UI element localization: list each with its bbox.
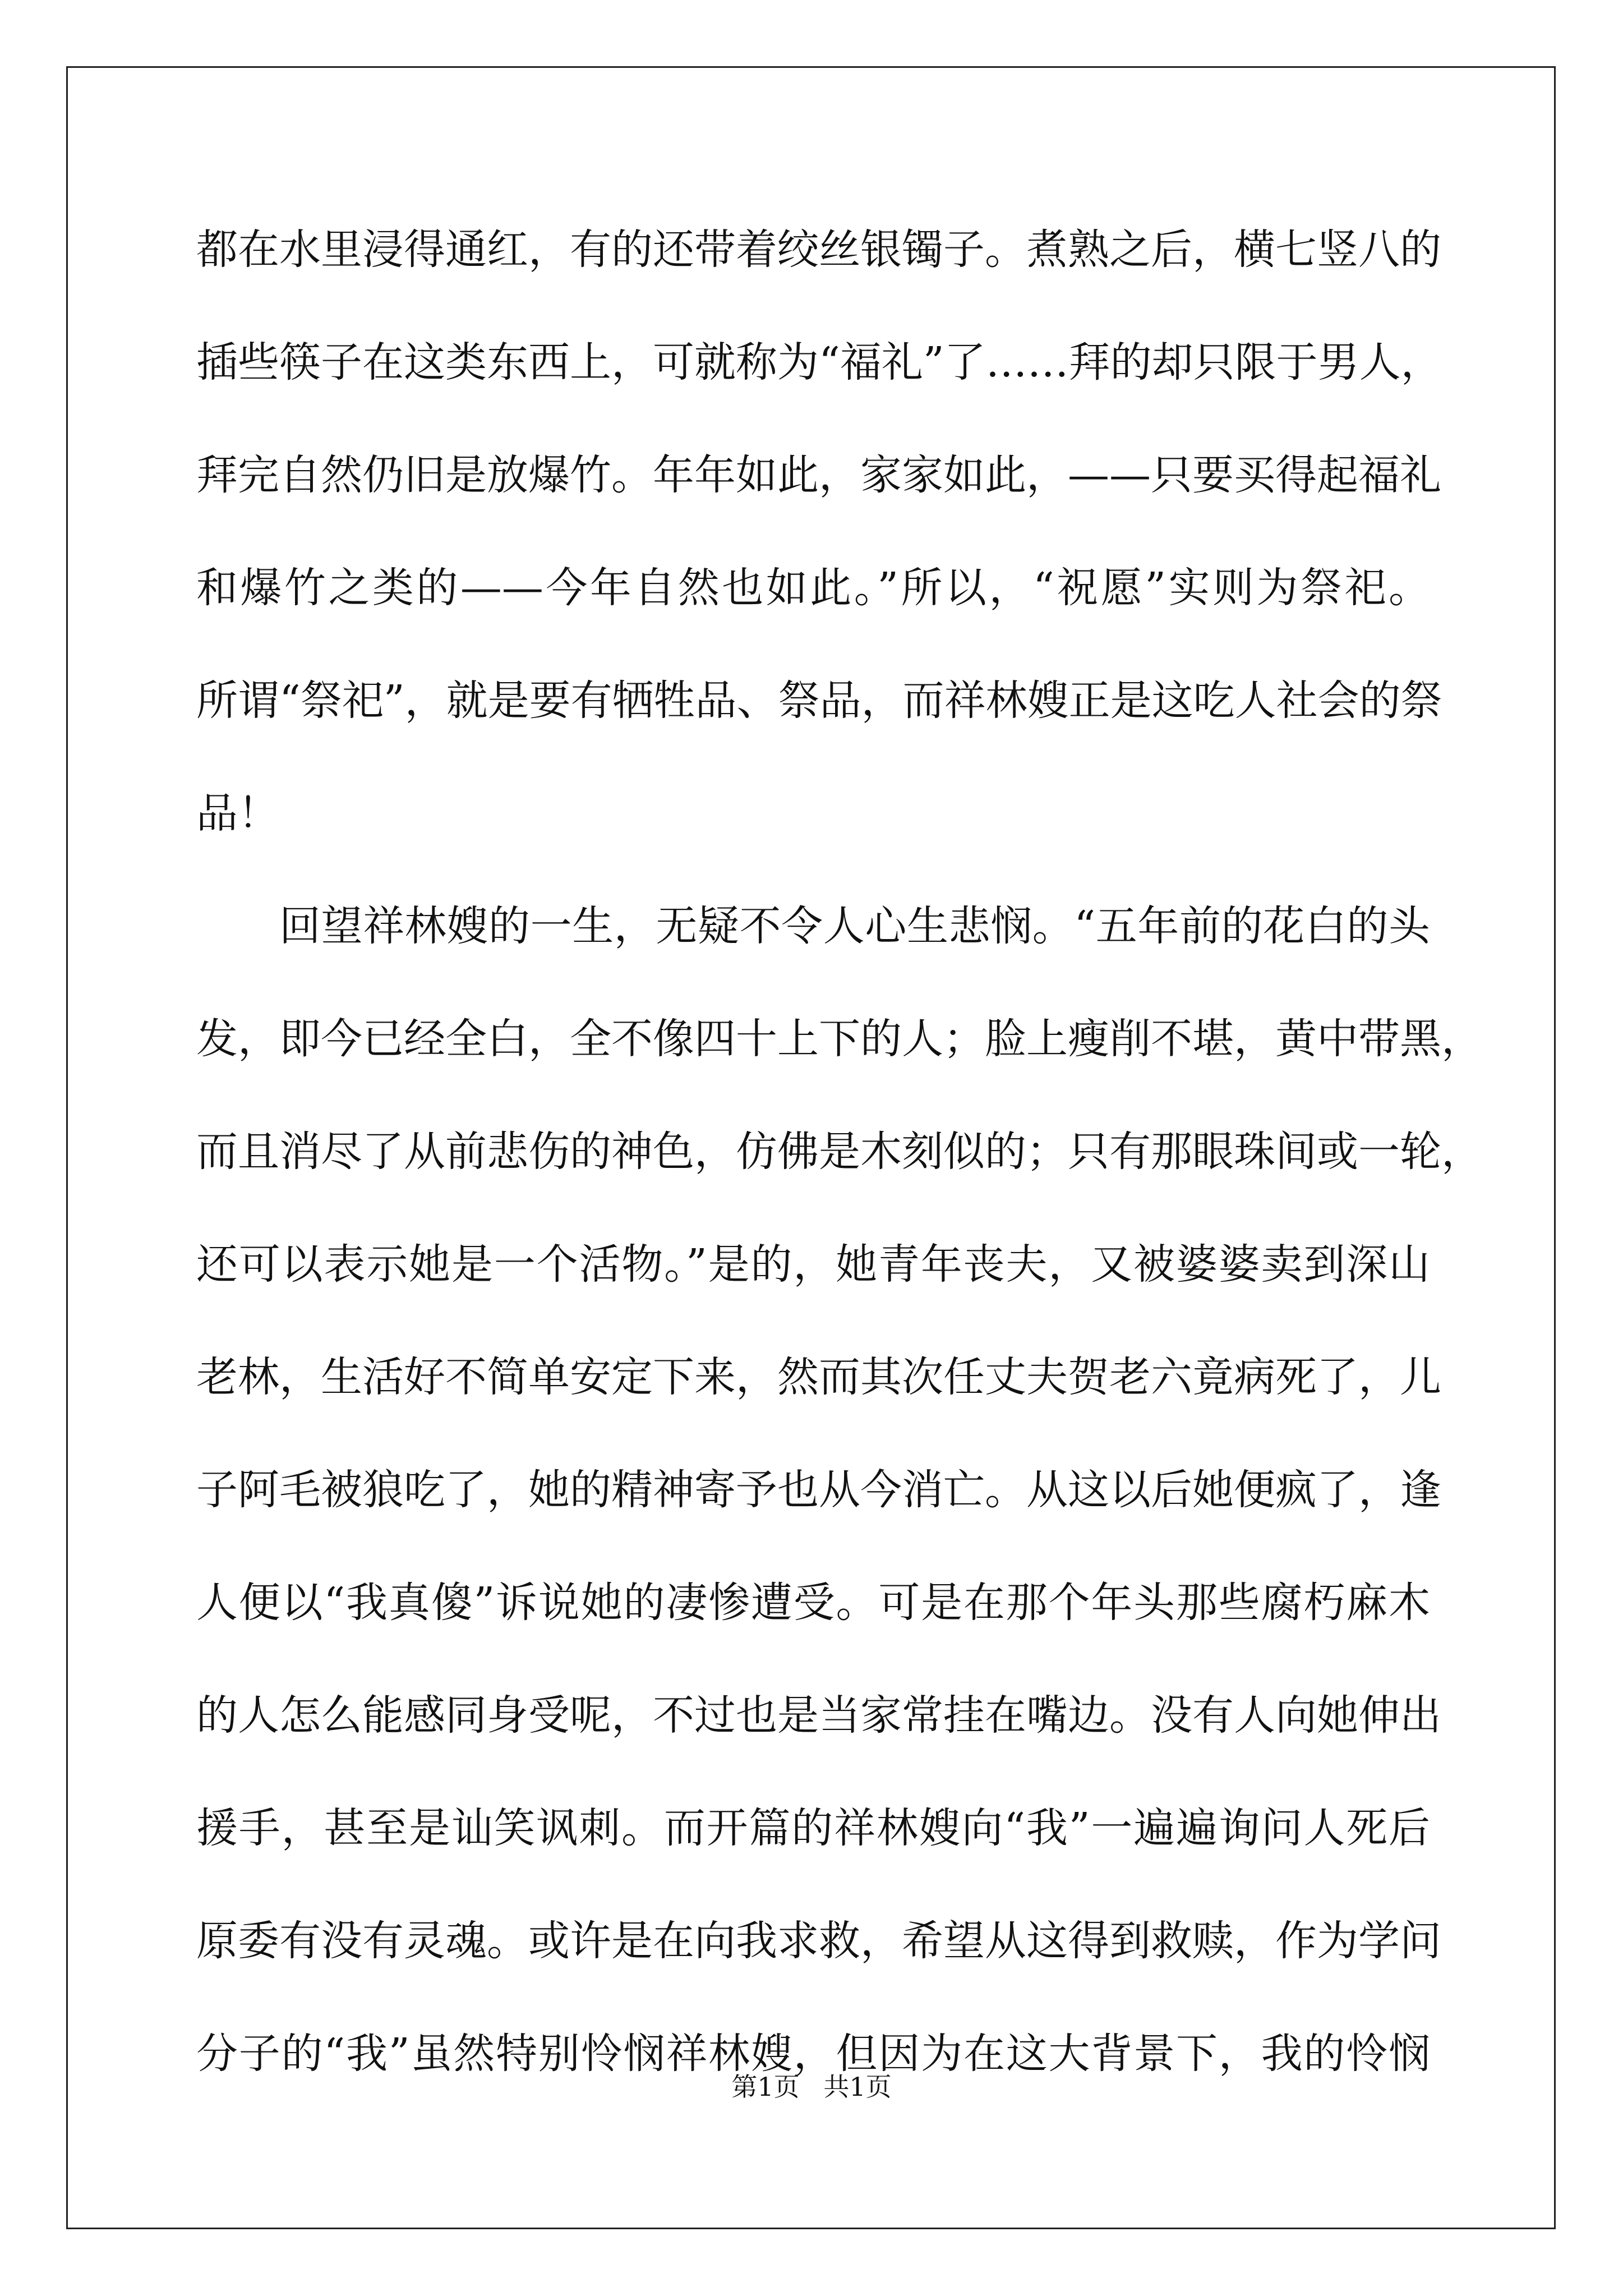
text-line: 和爆竹之类的——今年自然也如此。”所以，“祝愿”实则为祭祀。: [196, 564, 1430, 612]
text-line: 老林，生活好不简单安定下来，然而其次任丈夫贺老六竟病死了，儿: [196, 1353, 1441, 1401]
text-line: 品！: [196, 789, 279, 838]
total-pages: 共1页: [823, 2072, 892, 2102]
text-line: 原委有没有灵魂。或许是在向我求救，希望从这得到救赎，作为学问: [196, 1917, 1441, 1965]
text-line: 都在水里浸得通红，有的还带着绞丝银镯子。煮熟之后，横七竖八的: [196, 226, 1441, 274]
text-line: 插些筷子在这类东西上，可就称为“福礼”了……拜的却只限于男人，: [196, 338, 1442, 386]
text-line: 援手，甚至是讪笑讽刺。而开篇的祥林嫂向“我”一遍遍询问人死后: [196, 1804, 1430, 1852]
paragraph-start-line: 回望祥林嫂的一生，无疑不令人心生悲悯。“五年前的花白的头: [279, 902, 1430, 950]
text-line: 人便以“我真傻”诉说她的凄惨遭受。可是在那个年头那些腐朽麻木: [196, 1579, 1430, 1627]
body-text: [196, 208, 1483, 2124]
text-line: 发，即今已经全白，全不像四十上下的人；脸上瘦削不堪，黄中带黑，: [196, 1015, 1483, 1063]
text-line: 所谓“祭祀”，就是要有牺牲品、祭品，而祥林嫂正是这吃人社会的祭: [196, 677, 1442, 725]
page-footer: [0, 2070, 1623, 2104]
text-line: 的人怎么能感同身受呢，不过也是当家常挂在嘴边。没有人向她伸出: [196, 1691, 1441, 1740]
text-line: 分子的“我”虽然特别怜悯祥林嫂，但因为在这大背景下，我的怜悯: [196, 2030, 1430, 2078]
text-line: 而且消尽了从前悲伤的神色，仿佛是木刻似的；只有那眼珠间或一轮，: [196, 1128, 1483, 1176]
text-line: 拜完自然仍旧是放爆竹。年年如此，家家如此，——只要买得起福礼: [196, 451, 1441, 499]
text-line: 子阿毛被狼吃了，她的精神寄予也从今消亡。从这以后她便疯了，逢: [196, 1466, 1441, 1514]
text-line: 还可以表示她是一个活物。”是的，她青年丧夫，又被婆婆卖到深山: [196, 1240, 1430, 1289]
page-number: 第1页: [731, 2072, 800, 2102]
